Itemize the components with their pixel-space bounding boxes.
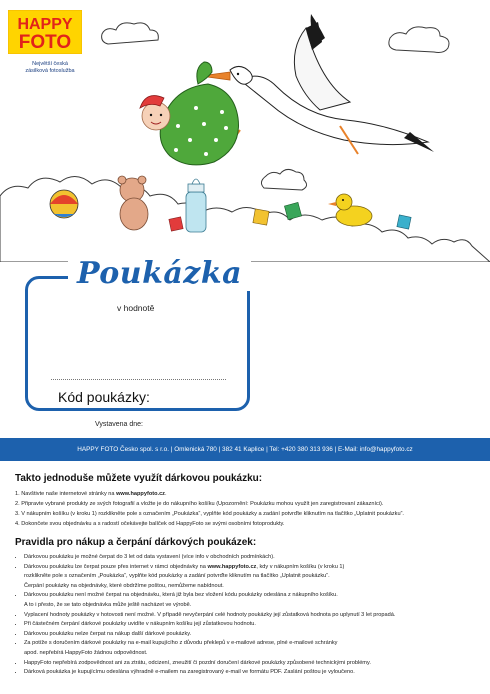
- rule-item-continued: A to i přesto, že se tato objednávka může ještě nacházet ve výrobě.: [24, 601, 192, 608]
- rule-item: • Vyplacení hodnoty poukázky v hotovosti není možné. V případě nevyčerpání celé hodnoty poukázky její zůstatková hodnota po uplynutí 3 let propadá.: [24, 611, 480, 621]
- how-to-step: 2. Připravte vybrané produkty ze svých fotografií a vložte je do nákupního košíku (Upozornění: Poukázku mohou využít jen zaregistrovaní zákazníci).: [15, 501, 384, 507]
- rule-item: • Při částečném čerpání dárkové poukázky uvidíte v nákupním košíku její zůstatkovou hodnotu.: [24, 620, 480, 630]
- voucher-title-wrap: [68, 256, 251, 291]
- rules-heading: Pravidla pro nákup a čerpání dárkových poukázek:: [15, 537, 257, 548]
- cloud-band: [0, 176, 490, 262]
- rule-item: • Dárkovou poukázku lze čerpat pouze přes internet v rámci objednávky na www.happyfoto.cz, kdy v nákupním košíku (v kroku 1): [24, 563, 480, 573]
- rules-list: [15, 553, 480, 678]
- rule-item: • HappyFoto nepřebírá zodpovědnost ani za ztrátu, odcizení, zneužití či pozdní doručení dárkové poukázky způsobené technickými problémy.: [24, 659, 480, 669]
- how-to-section: [15, 473, 480, 529]
- contact-bar: [0, 438, 490, 461]
- baby-bottle: [186, 179, 206, 232]
- rule-item-continued: apod. nepřebírá HappyFoto žádnou odpovědnost.: [24, 649, 148, 656]
- rule-item: • Dárková poukázka je kupujícímu odeslána výhradně e-mailem na zaregistrovaný e-mail ve formátu PDF. Zaslání poštou je vyloučeno.: [24, 668, 480, 678]
- stork: [240, 76, 428, 144]
- baby: [142, 102, 170, 130]
- tagline-line1: Největší česká: [32, 61, 68, 67]
- rule-item: • Dárkovou poukázku nelze čerpat na nákup další dárkové poukázky.: [24, 630, 480, 640]
- value-dotted-line: [51, 379, 226, 380]
- how-to-steps: [15, 489, 480, 529]
- value-label: v hodnotě: [117, 303, 155, 313]
- logo-line1: HAPPY: [17, 16, 73, 33]
- website-link[interactable]: www.happyfoto.cz: [116, 491, 165, 497]
- tagline-line2: zásilková fotoslužba: [25, 68, 75, 74]
- how-to-heading: Takto jednoduše můžete využít dárkovou poukázku:: [15, 473, 263, 484]
- rule-item-continued: Čerpání poukázky na objednávky, které obdržíme poštou, nemůžeme nabídnout.: [24, 582, 224, 589]
- rules-section: [15, 537, 480, 678]
- baby-bundle: [160, 84, 238, 165]
- how-to-step: 3. V nákupním košíku (v kroku 1) rozklikněte pole s označením „Poukázka“, vyplňte kód poukázky a zadání potvrďte kliknutím na tlačítko „Uplatnit poukázku“.: [15, 511, 404, 517]
- rule-item: • Za potíže s doručením dárkové poukázky na e-mail kupujícího z důvodu překlepů v e-mailové adrese, plné e-mailové schránky: [24, 639, 480, 649]
- rule-item: • Dárkovou poukázku je možné čerpat do 3 let od data vystavení (více info v obchodních podmínkách).: [24, 553, 480, 563]
- rule-item: • Dárkovou poukázku není možné čerpat na objednávku, která již byla bez vložení kódu poukázky odeslána z nákupního košíku.: [24, 591, 480, 601]
- how-to-step: 4. Dokončete svou objednávku a s radostí očekávejte balíček od HappyFoto se svými osobními fotoprodukty.: [15, 521, 285, 527]
- website-link[interactable]: www.happyfoto.cz: [207, 563, 257, 570]
- voucher-code-label: Kód poukázky:: [58, 389, 150, 405]
- voucher-title: Poukázka: [77, 256, 243, 291]
- contact-text: HAPPY FOTO Česko spol. s r.o. | Omlenická 780 | 382 41 Kaplice | Tel: +420 380 313 936 | E-Mail: info@happyfoto.cz: [77, 446, 413, 453]
- issued-date-label: Vystavena dne:: [95, 421, 143, 428]
- tagline: [14, 61, 86, 75]
- logo-line2: FOTO: [18, 32, 72, 53]
- happyfoto-logo: [8, 10, 82, 54]
- how-to-step: 1. Navštivte naše internetové stránky na www.happyfoto.cz.: [15, 491, 167, 497]
- rule-item-continued: rozklikněte pole s označením „Poukázka“, vyplňte kód poukázky a zadání potvrďte kliknutím na tlačítko „Uplatnit poukázku“.: [24, 573, 330, 580]
